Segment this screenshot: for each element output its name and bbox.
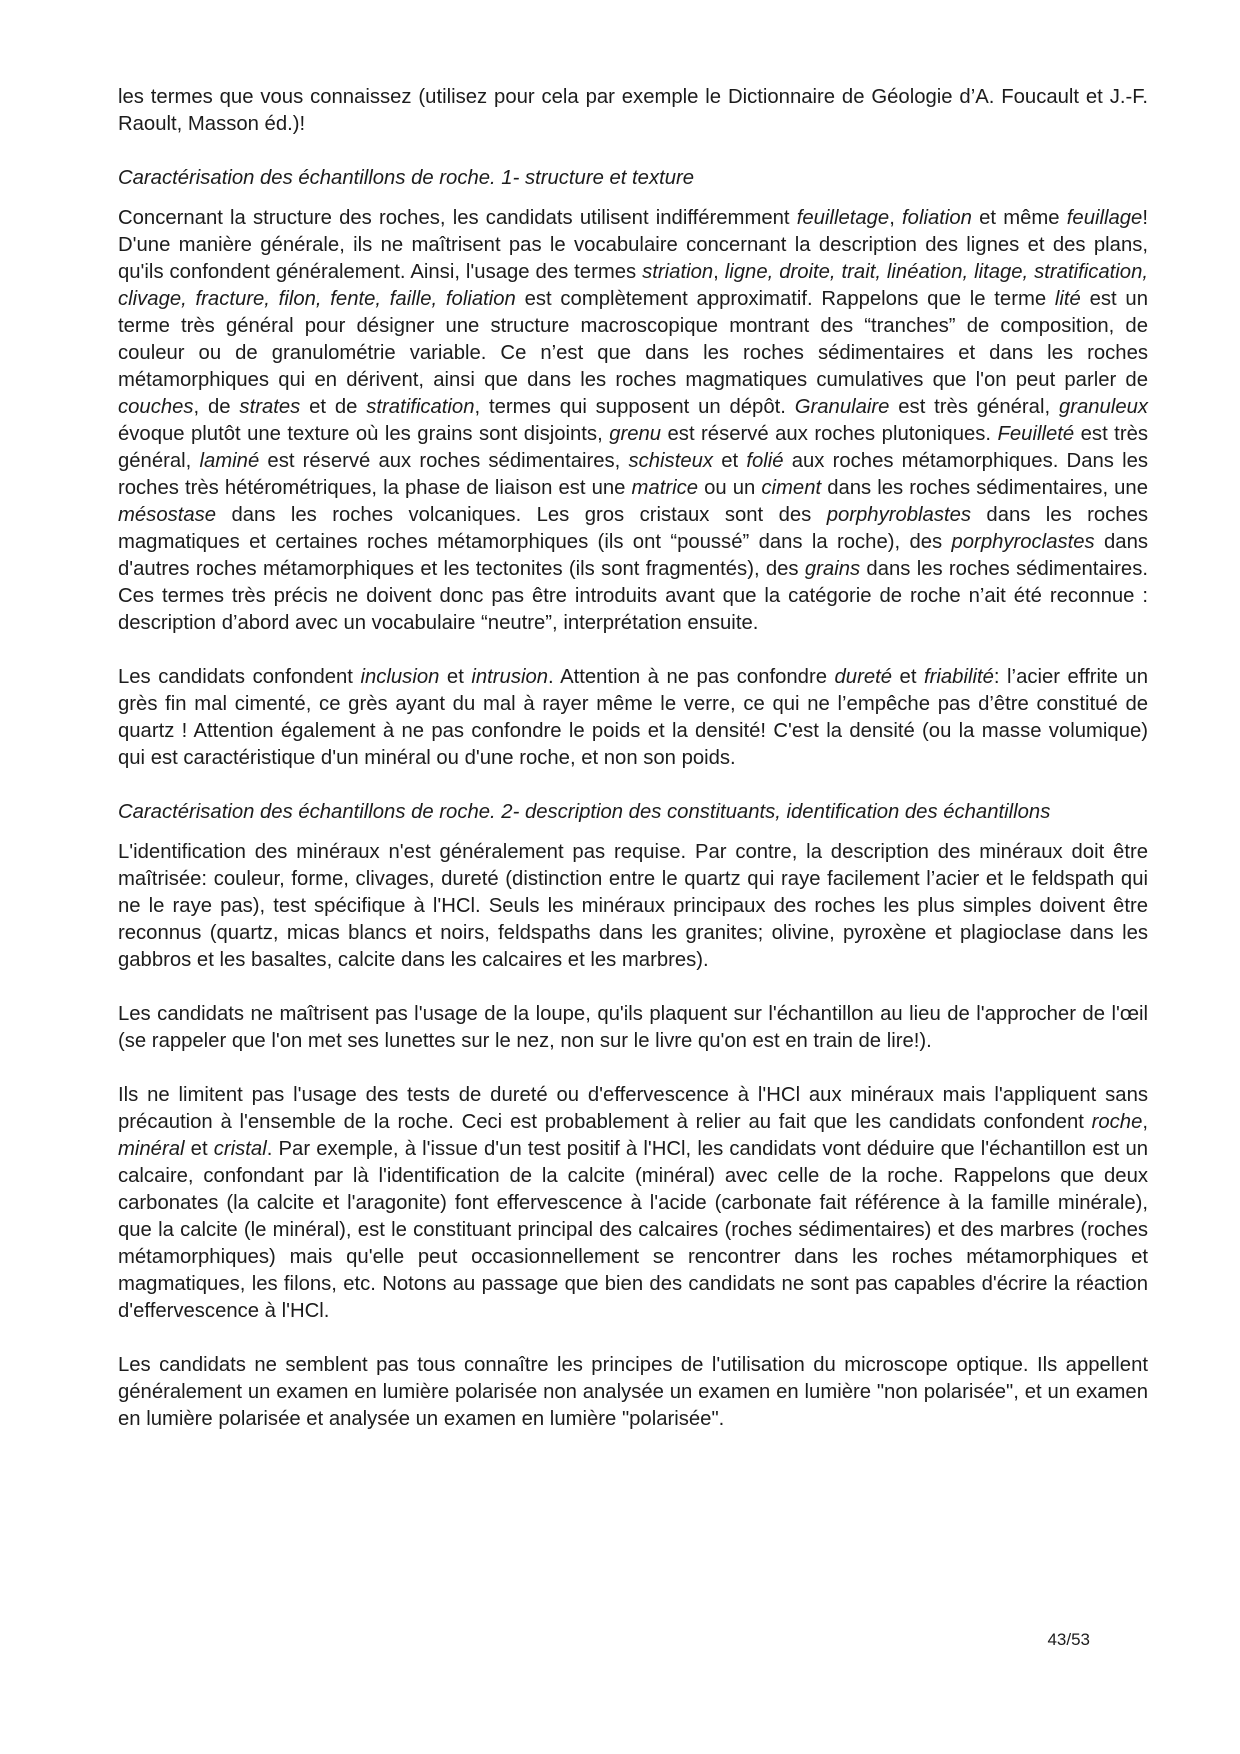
document-page <box>118 84 1148 1433</box>
term-cristal: cristal <box>213 1138 267 1160</box>
term-porphyroclastes: porphyroclastes <box>951 531 1095 553</box>
minerals-paragraph: L'identification des minéraux n'est généralement pas requise. Par contre, la description des minéraux doit être maîtrisée: couleur, forme, clivages, dureté (distinction entre le quartz qui raye facilement l’acier et le feldspath qui ne le raye pas), test spécifique à l'HCl. Seuls les minéraux principaux des roches les plus simples doivent être reconnus (quartz, micas blancs et noirs, feldspaths dans les granites; olivine, pyroxène et plagioclase dans les gabbros et les basaltes, calcite dans les calcaires et les marbres). <box>118 841 1148 971</box>
text-run: est réservé aux roches sédimentaires, <box>259 450 629 472</box>
text-run: dans d'autres roches métamorphiques et les tectonites (ils sont fragmentés), des <box>118 531 1148 580</box>
term-roche: roche <box>1091 1111 1143 1133</box>
term-durete: dureté <box>834 666 893 688</box>
text-run: est très général, <box>889 396 1059 418</box>
term-couches: couches <box>118 396 194 418</box>
text-run: et <box>892 666 924 688</box>
term-intrusion: intrusion <box>471 666 549 688</box>
text-run: . Attention à ne pas confondre <box>548 666 835 688</box>
term-lite: lité <box>1054 288 1081 310</box>
text-run: évoque plutôt une texture où les grains sont disjoints, <box>118 423 610 445</box>
structure-paragraph <box>118 205 1148 637</box>
term-feuilletage: feuilletage <box>796 207 890 229</box>
text-run: , <box>1142 1111 1148 1133</box>
page-number: 43/53 <box>1047 1630 1090 1649</box>
term-porphyroblastes: porphyroblastes <box>826 504 972 526</box>
text-run: , termes qui supposent un dépôt. <box>474 396 795 418</box>
text-run: est un terme très général pour désigner une structure macroscopique montrant des “tranches” de composition, de couleur ou de granulométrie variable. Ce n’est que dans les roches sédimentaires et dans les roches métamorphiques qui en dérivent, ainsi que dans les roches magmatiques cumulatives que l'on peut parler de <box>118 288 1148 391</box>
term-schisteux: schisteux <box>628 450 714 472</box>
text-run: dans les roches volcaniques. Les gros cristaux sont des <box>216 504 827 526</box>
term-striation: striation <box>642 261 714 283</box>
term-lamine: laminé <box>199 450 260 472</box>
text-run: et <box>439 666 472 688</box>
term-matrice: matrice <box>631 477 699 499</box>
text-run: , <box>713 261 725 283</box>
term-folie: folié <box>746 450 784 472</box>
text-run: , de <box>193 396 240 418</box>
text-run: dans les roches magmatiques et certaines roches métamorphiques (ils ont “poussé” dans la roche), des <box>118 504 1149 553</box>
text-run: Les candidats confondent <box>118 666 361 688</box>
text-run: dans les roches sédimentaires. Ces termes très précis ne doivent donc pas être introduits avant que la catégorie de roche n’ait été reconnue : description d’abord avec un vocabulaire “neutre”, interprétation ensuite. <box>118 558 1148 634</box>
term-friabilite: friabilité <box>924 666 994 688</box>
text-run: Ils ne limitent pas l'usage des tests de dureté ou d'effervescence à l'HCl aux minéraux mais l'appliquent sans précaution à l'ensemble de la roche. Ceci est probablement à relier au fait que les candidats confondent <box>118 1084 1148 1133</box>
term-granulaire: Granulaire <box>794 396 890 418</box>
text-run: dans les roches sédimentaires, une <box>821 477 1148 499</box>
term-stratification: stratification <box>366 396 475 418</box>
text-run: et <box>184 1138 214 1160</box>
text-run: . Par exemple, à l'issue d'un test positif à l'HCl, les candidats vont déduire que l'échantillon est un calcaire, confondant par là l'identification de la calcite (minéral) avec celle de la roche. Rappelons que deux carbonates (la calcite et l'aragonite) font effervescence à l'acide (carbonate fait référence à la famille minérale), que la calcite (le minéral), est le constituant principal des calcaires (roches sédimentaires) et des marbres (roches métamorphiques) mais qu'elle peut occasionnellement se rencontrer dans les roches métamorphiques et magmatiques, les filons, etc. Notons au passage que bien des candidats ne sont pas capables d'écrire la réaction d'effervescence à l'HCl. <box>118 1138 1148 1322</box>
microscope-paragraph: Les candidats ne semblent pas tous connaître les principes de l'utilisation du microscope optique. Ils appellent généralement un examen en lumière polarisée non analysée un examen en lumière "non polarisée", et un examen en lumière polarisée et analysée un examen en lumière "polarisée". <box>118 1354 1148 1430</box>
term-mineral: minéral <box>118 1138 185 1160</box>
text-run: et de <box>300 396 367 418</box>
term-strates: strates <box>239 396 301 418</box>
text-run: et <box>713 450 747 472</box>
section-heading-structure: Caractérisation des échantillons de roche. 1- structure et texture <box>118 167 695 189</box>
text-run: est très général, <box>118 423 1148 472</box>
term-granuleux: granuleux <box>1058 396 1149 418</box>
text-run: Concernant la structure des roches, les candidats utilisent indifféremment <box>118 207 797 229</box>
tests-paragraph <box>118 1082 1148 1325</box>
text-run: , <box>889 207 903 229</box>
term-grains: grains <box>804 558 861 580</box>
text-run: est réservé aux roches plutoniques. <box>661 423 998 445</box>
text-run: et même <box>971 207 1067 229</box>
term-inclusion: inclusion <box>360 666 440 688</box>
term-grenu: grenu <box>609 423 662 445</box>
inclusion-paragraph <box>118 664 1148 772</box>
term-list: ligne, droite, trait, linéation, litage, stratification, clivage, fracture, filon, fente, faille, foliation <box>118 261 1148 310</box>
term-feuillage: feuillage <box>1066 207 1143 229</box>
magnifier-paragraph: Les candidats ne maîtrisent pas l'usage de la loupe, qu'ils plaquent sur l'échantillon au lieu de l'approcher de l'œil (se rappeler que l'on met ses lunettes sur le nez, non sur le livre qu'on est en train de lire!). <box>118 1003 1148 1052</box>
section-heading-constituents: Caractérisation des échantillons de roche. 2- description des constituants, identification des échantillons <box>118 801 1051 823</box>
text-run: ! D'une manière générale, ils ne maîtrisent pas le vocabulaire concernant la description des lignes et des plans, qu'ils confondent généralement. Ainsi, l'usage des termes <box>118 207 1148 283</box>
text-run: : l’acier effrite un grès fin mal cimenté, ce grès ayant du mal à rayer même le verre, ce qui ne l’empêche pas d’être constitué de quartz ! Attention également à ne pas confondre le poids et la densité! C'est la densité (ou la masse volumique) qui est caractéristique d'un minéral ou d'une roche, et non son poids. <box>118 666 1148 769</box>
term-foliation: foliation <box>902 207 972 229</box>
term-ciment: ciment <box>761 477 822 499</box>
text-run: aux roches métamorphiques. Dans les roches très hétérométriques, la phase de liaison est une <box>118 450 1149 499</box>
term-mesostase: mésostase <box>118 504 217 526</box>
intro-paragraph: les termes que vous connaissez (utilisez pour cela par exemple le Dictionnaire de Géologie d’A. Foucault et J.-F. Raoult, Masson éd.)! <box>118 86 1148 135</box>
text-run: est complètement approximatif. Rappelons que le terme <box>515 288 1055 310</box>
text-run: ou un <box>698 477 762 499</box>
term-feuillete: Feuilleté <box>997 423 1075 445</box>
